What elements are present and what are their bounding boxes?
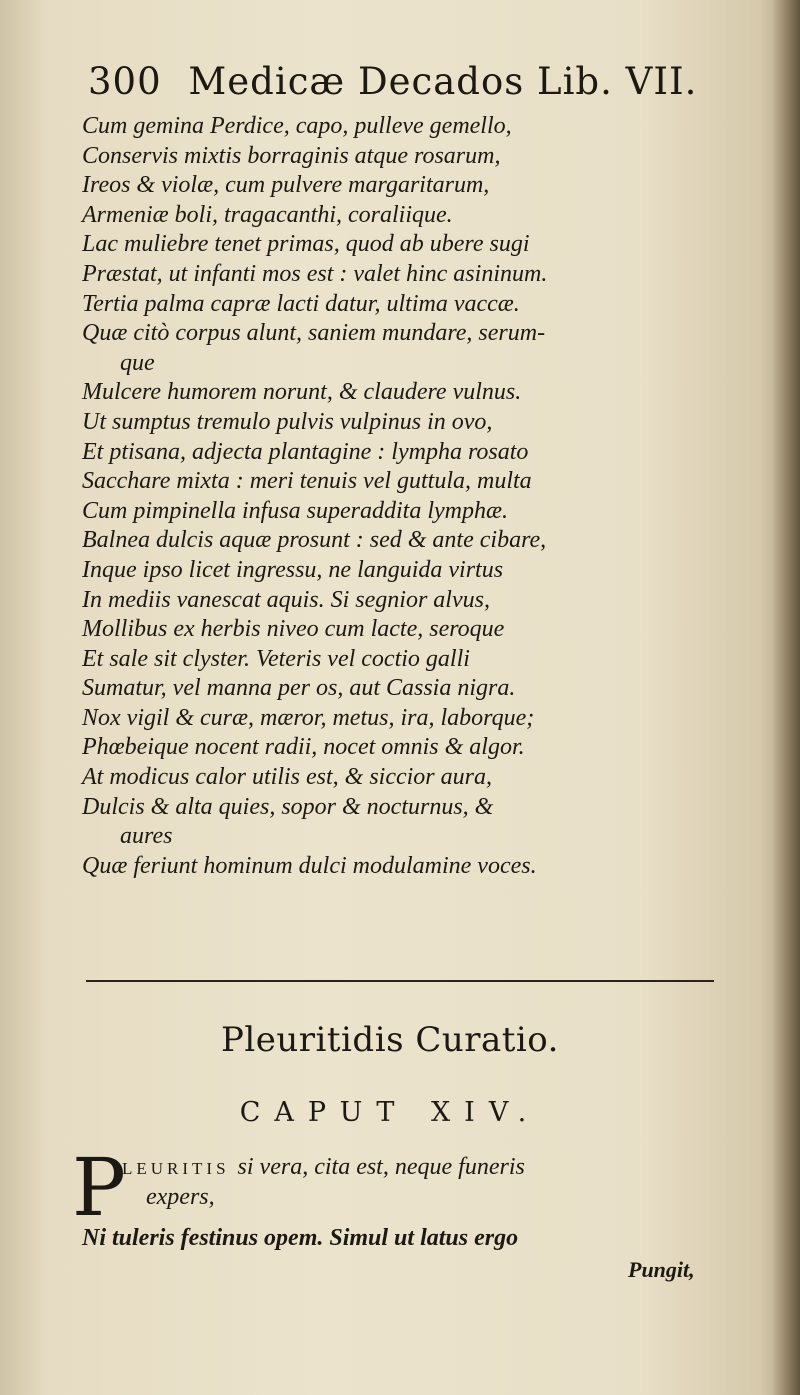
verse-line: Ireos & violæ, cum pulvere margaritarum, bbox=[82, 172, 490, 199]
running-header bbox=[88, 60, 711, 103]
verse-line: Quæ citò corpus alunt, saniem mundare, serum- bbox=[82, 320, 546, 347]
opening-line-1-rest: si vera, cita est, neque funeris bbox=[237, 1154, 525, 1180]
opening-first-word: leuritis bbox=[122, 1154, 230, 1180]
section-title: Pleuritidis Curatio. bbox=[221, 1020, 559, 1060]
verse-line: Quæ feriunt hominum dulci modulamine voces. bbox=[82, 852, 537, 879]
verse-line: Phœbeique nocent radii, nocet omnis & algor. bbox=[82, 734, 525, 761]
page-gutter-shadow bbox=[772, 0, 800, 1395]
verse-line: Sumatur, vel manna per os, aut Cassia nigra. bbox=[82, 675, 516, 702]
opening-line-2: expers, bbox=[146, 1184, 215, 1210]
verse-line: At modicus calor utilis est, & siccior aura, bbox=[82, 764, 492, 791]
verse-line: Et sale sit clyster. Veteris vel coctio galli bbox=[82, 645, 470, 672]
verse-line: Balnea dulcis aquæ prosunt : sed & ante cibare, bbox=[82, 527, 547, 554]
opening-lines bbox=[122, 1152, 742, 1212]
catchword: Pungit, bbox=[628, 1257, 695, 1282]
section-divider-rule bbox=[86, 980, 714, 982]
verse-line: Inque ipso licet ingressu, ne languida virtus bbox=[82, 556, 504, 583]
verse-line: Tertia palma capræ lacti datur, ultima vaccæ. bbox=[82, 290, 520, 317]
verse-line: Ut sumptus tremulo pulvis vulpinus in ovo, bbox=[82, 408, 493, 435]
verse-line: Conservis mixtis borraginis atque rosarum, bbox=[82, 142, 501, 169]
verse-line: Mollibus ex herbis niveo cum lacte, seroque bbox=[82, 616, 505, 643]
drop-cap: P bbox=[72, 1141, 126, 1234]
verse-line: Cum pimpinella infusa superaddita lymphæ. bbox=[82, 497, 508, 524]
verse-line: Præstat, ut infanti mos est : valet hinc asininum. bbox=[82, 260, 548, 287]
verse-line-continuation: que bbox=[120, 349, 155, 376]
verse-line: Et ptisana, adjecta plantagine : lympha rosato bbox=[82, 438, 529, 465]
verse-block bbox=[82, 112, 742, 881]
verse-line: Cum gemina Perdice, capo, pulleve gemello, bbox=[82, 113, 512, 139]
verse-line-continuation: aures bbox=[120, 823, 173, 850]
verse-line: Lac muliebre tenet primas, quod ab ubere sugi bbox=[82, 231, 530, 258]
opening-line-3: Ni tuleris festinus opem. Simul ut latus ergo bbox=[82, 1225, 519, 1251]
page-number: 300 bbox=[88, 60, 162, 103]
verse-line: Mulcere humorem norunt, & claudere vulnus. bbox=[82, 379, 522, 406]
opening-line-1 bbox=[122, 1152, 742, 1182]
verse-line: Sacchare mixta : meri tenuis vel guttula, multa bbox=[82, 468, 532, 495]
verse-line: Armeniæ boli, tragacanthi, coraliique. bbox=[82, 201, 453, 228]
verse-line: In mediis vanescat aquis. Si segnior alvus, bbox=[82, 586, 490, 613]
running-title: Medicæ Decados Lib. VII. bbox=[188, 60, 698, 103]
verse-line: Nox vigil & curæ, mæror, metus, ira, laborque; bbox=[82, 704, 535, 731]
chapter-heading: CAPUT XIV. bbox=[239, 1097, 541, 1128]
verse-line: Dulcis & alta quies, sopor & nocturnus, & bbox=[82, 793, 494, 820]
